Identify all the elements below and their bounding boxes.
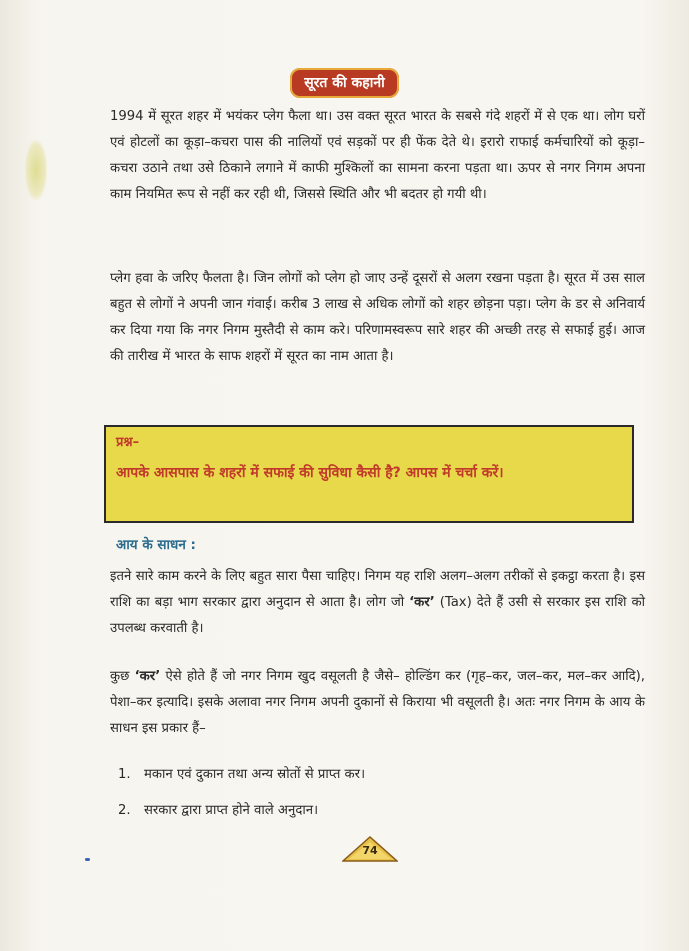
list-text-2: सरकार द्वारा प्राप्त होने वाले अनुदान।	[144, 803, 319, 818]
list-item	[118, 764, 365, 786]
income-p1-before: इतने सारे काम करने के लिए बहुत सारा पैसा चाहिए। निगम यह राशि अलग–अलग तरीकों से इकट्ठा करता है। इस राशि का बड़ा भाग सरकार द्वारा अनुदान से आता है। लोग जो	[110, 569, 645, 610]
ink-mark	[85, 858, 90, 861]
list-number-1: 1.	[118, 767, 131, 782]
list-text-1: मकान एवं दुकान तथा अन्य स्रोतों से प्राप्त कर।	[144, 767, 366, 782]
paragraph-2-block	[110, 266, 645, 370]
tax-keyword-2: ‘कर’	[134, 669, 161, 684]
page-stain	[25, 140, 47, 200]
income-paragraph-1	[110, 564, 645, 642]
page-number-badge	[342, 836, 398, 862]
income-paragraph-2	[110, 664, 645, 742]
question-text: आपके आसपास के शहरों में सफाई की सुविधा कैसी है? आपस में चर्चा करें।	[116, 465, 504, 481]
question-label: प्रश्न–	[116, 435, 140, 450]
income-heading: आय के साधन :	[116, 537, 196, 553]
paragraph-1: 1994 में सूरत शहर में भयंकर प्लेग फैला था। उस वक्त सूरत भारत के सबसे गंदे शहरों में से एक था। लोग घरों एवं होटलों का कूड़ा–कचरा पास की नालियों एवं सड़कों पर ही फेंक देते थे। इरारो राफाई कर्मचारियों को कूड़ा–कचरा उठाने तथा उसे ठिकाने लगाने में काफी मुश्किलों का सामना करना पड़ता था। ऊपर से नगर निगम अपना काम नियमित रूप से नहीं कर रही थी, जिससे स्थिति और भी बदतर हो गयी थी।	[110, 109, 645, 202]
paragraph-1-block	[110, 104, 645, 208]
page-number: 74	[362, 844, 378, 857]
income-p2-before: कुछ	[110, 669, 135, 684]
list-item	[118, 800, 318, 822]
income-p1-after: (Tax) देते हैं उसी से सरकार इस राशि को उपलब्ध करवाती है।	[110, 595, 645, 636]
chapter-title: सूरत की कहानी	[290, 68, 399, 98]
income-p2-after: ऐसे होते हैं जो नगर निगम खुद वसूलती है जैसे– होल्डिंग कर (गृह–कर, जल–कर, मल–कर आदि), पेशा–कर इत्यादि। इसके अलावा नगर निगम अपनी दुकानों से किराया भी वसूलती है। अतः नगर निगम के आय के साधन इस प्रकार हैं–	[110, 669, 645, 736]
tax-keyword-1: ‘कर’	[409, 595, 435, 610]
list-number-2: 2.	[118, 803, 131, 818]
title-wrapper	[0, 68, 689, 98]
question-box	[104, 425, 634, 523]
paragraph-2: प्लेग हवा के जरिए फैलता है। जिन लोगों को प्लेग हो जाए उन्हें दूसरों से अलग रखना पड़ता है। सूरत में उस साल बहुत से लोगों ने अपनी जान गंवाई। करीब 3 लाख से अधिक लोगों को शहर छोड़ना पड़ा। प्लेग के डर से अनिवार्य कर दिया गया कि नगर निगम मुस्तैदी से काम करे। परिणामस्वरूप सारे शहर की अच्छी तरह से सफाई हुई। आज की तारीख में भारत के साफ शहरों में सूरत का नाम आता है।	[110, 271, 645, 364]
